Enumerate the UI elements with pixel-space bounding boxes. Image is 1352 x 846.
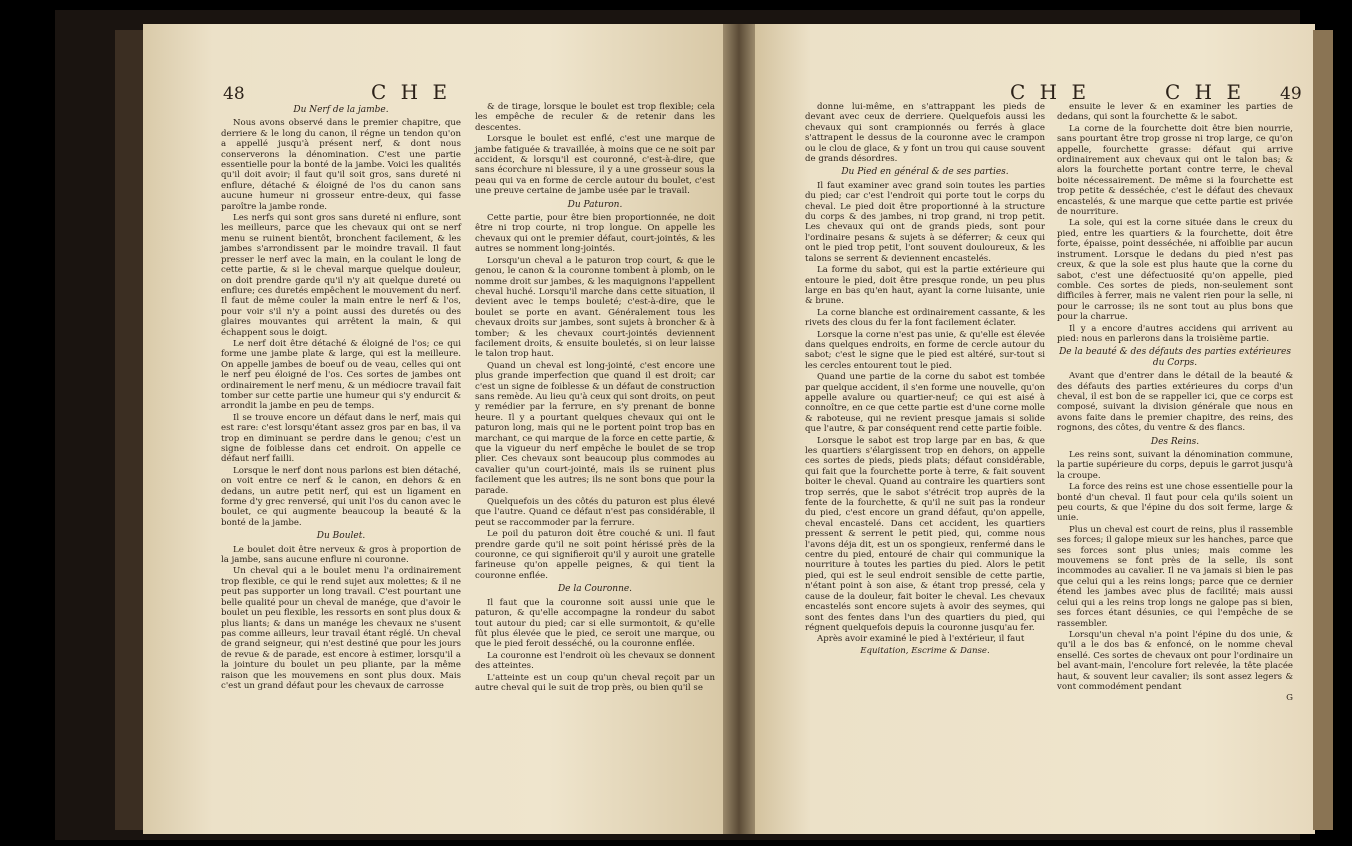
- text-column-1: [805, 102, 1045, 657]
- paragraph: Avant que d'entrer dans le détail de la beauté & des défauts des parties extérieures du corps d'un cheval, il est bon de se rappeller ici, que ce corps est composé, suivant la division générale que nous en avons faite dans le premier chapitre, des reins, des rognons, des côtes, du ventre & des flancs.: [1057, 371, 1293, 434]
- running-header: C H E: [1010, 80, 1091, 104]
- page-number: 49: [1280, 84, 1302, 104]
- paragraph: Lorsque la corne n'est pas unie, & qu'elle est élevée dans quelques endroits, en forme de cercle autour du sabot; c'est le signe que le pied est altéré, sur-tout si les cercles entourent tout le pied.: [805, 329, 1045, 371]
- paragraph: La force des reins est une chose essentielle pour la bonté d'un cheval. Il faut pour cela qu'ils soient un peu courts, & que l'épine du dos soit ferme, large & unie.: [1057, 482, 1293, 524]
- paragraph: Les nerfs qui sont gros sans dureté ni enflure, sont les meilleurs, parce que les chevaux qui ont se nerf menu se ruinent bientôt, bronchent facilement, & les jambes s'arrondissent par le moindre travail. Il faut presser le nerf avec la main, en la coulant le long de cette partie, & si le cheval marque quelque douleur, on doit prendre garde qu'il n'y ait quelque dureté ou enflure; ces duretés empêchent le mouvement du nerf. Il faut de même couler la main entre le nerf & l'os, pour voir s'il n'y a point aussi des duretés ou des glaires mouvantes qui arrêtent la main, & qui échappent sous le doigt.: [221, 213, 461, 338]
- section-heading: Du Boulet.: [316, 531, 366, 542]
- paragraph: Après avoir examiné le pied à l'extérieur, il faut: [817, 634, 1025, 645]
- right-page: [755, 24, 1315, 834]
- paragraph: Quand une partie de la corne du sabot est tombée par quelque accident, il s'en forme une nouvelle, qu'on appelle avalure ou quartier-neuf; ce qui est aisé à connoître, en ce que cette partie est d'une corne molle & raboteuse, qui ne revient presque jamais si solide que l'autre, & par conséquent rend cette partie foible.: [805, 372, 1045, 435]
- paragraph: Lorsque le nerf dont nous parlons est bien détaché, on voit entre ce nerf & le canon, en dehors & en dedans, un autre petit nerf, qui est un ligament en forme d'y grec renversé, qui unit l'os du canon avec le boulet, ce qui augmente beaucoup la beauté & la bonté de la jambe.: [221, 465, 461, 528]
- section-heading: Du Paturon.: [567, 199, 623, 210]
- paragraph: Cette partie, pour être bien proportionnée, ne doit être ni trop courte, ni trop longue. On appelle les chevaux qui ont le premier défaut, court-jointés, & les autres se nomment long-jointés.: [475, 213, 715, 255]
- running-header-right: C H E: [1165, 80, 1246, 104]
- paragraph: La corne de la fourchette doit être bien nourrie, sans pourtant être trop grosse ni trop large, ce qu'on appelle, fourchette grasse: défaut qui arrive ordinairement aux chevaux qui ont le talon bas; & alors la fourchette portant contre terre, le cheval boite nécessairement. De même si la fourchette est trop petite & desséchée, c'est le défaut des chevaux encastelés, & une marque que cette partie est privée de nourriture.: [1057, 123, 1293, 218]
- left-page: [143, 24, 723, 834]
- paragraph: Il y a encore d'autres accidens qui arrivent au pied: nous en parlerons dans la troisième partie.: [1057, 323, 1293, 344]
- book-cover-right: [1313, 30, 1333, 830]
- paragraph: donne lui-même, en s'attrappant les pieds de devant avec ceux de derriere. Quelquefois aussi les chevaux qui sont crampionnés ou ferrés à glace s'attrapent le dessus de la couronne avec le crampon ou le clou de glace, & y font un trou qui cause souvent de grands désordres.: [805, 102, 1045, 165]
- section-heading: De la Couronne.: [557, 584, 633, 595]
- open-book: [55, 10, 1300, 840]
- running-header: C H E: [371, 80, 452, 104]
- paragraph: Il se trouve encore un défaut dans le nerf, mais qui est rare: c'est lorsqu'étant assez gros par en bas, il va trop en diminuant se perdre dans le genou; c'est un signe de foiblesse dans cet endroit. On appelle ce défaut nerf failli.: [221, 412, 461, 465]
- paragraph: Lorsque le boulet est enflé, c'est une marque de jambe fatiguée & travaillée, à moins que ce ne soit par accident, & lorsqu'il est couronné, c'est-à-dire, que sans écorchure ni blessure, il y a une grosseur sous la peau qui va en forme de cercle autour du boulet, c'est une preuve certaine de jambe usée par le travail.: [475, 134, 715, 197]
- volume-signature: Equitation, Escrime & Danse.: [860, 645, 990, 656]
- section-heading: Des Reins.: [1150, 436, 1200, 447]
- book-cover-left: [115, 30, 145, 830]
- paragraph: Plus un cheval est court de reins, plus il rassemble ses forces; il galope mieux sur les hanches, parce que ses forces sont plus unies; mais comme les mouvemens se font près de la selle, ils sont incommodes au cavalier. Il ne va jamais si bien le pas que celui qui a les reins longs; parce que ce dernier étend les jambes avec plus de facilité; mais aussi celui qui a les reins trop longs ne galope pas si bien, ses forces étant désunies, ce qui l'empêche de se rassembler.: [1057, 524, 1293, 629]
- page-number: 48: [223, 84, 245, 104]
- text-column-2: [1057, 102, 1293, 705]
- text-column-2: [475, 102, 715, 694]
- paragraph: Un cheval qui a le boulet menu l'a ordinairement trop flexible, ce qui le rend sujet aux molettes; & il ne peut pas supporter un long travail. C'est pourtant une belle qualité pour un cheval de manége, que d'avoir le boulet un peu flexible, les ressorts en sont plus doux & plus liants; & dans un manége les chevaux ne s'usent pas comme ailleurs, leur travail étant réglé. Un cheval de grand seigneur, qui n'est destiné que pour les jours de revue & de parade, est encore à estimer, lorsqu'il a la jointure du boulet un peu pliante, par la même raison que les mouvemens en sont plus doux. Mais c'est un grand défaut pour les chevaux de carrosse: [221, 566, 461, 691]
- paragraph: & de tirage, lorsque le boulet est trop flexible; cela les empêche de reculer & de retenir dans les descentes.: [475, 102, 715, 133]
- paragraph: Nous avons observé dans le premier chapitre, que derriere & le long du canon, il régne un tendon qu'on a appellé jusqu'à présent nerf, & dont nous conserverons la dénomination. C'est une partie essentielle pour la bonté de la jambe. Voici les qualités qu'il doit avoir; il faut qu'il soit gros, sans dureté ni enflure, détaché & éloigné de l'os du canon sans aucune humeur ni grosseur entre-deux, qui fasse paroître la jambe ronde.: [221, 118, 461, 212]
- paragraph: Lorsqu'un cheval n'a point l'épine du dos unie, & qu'il a le dos bas & enfoncé, on le nomme cheval ensellé. Ces sortes de chevaux ont pour l'ordinaire un bel avant-main, l'encolure fort relevée, la tête placée haut, & souvent leur cavalier; ils sont assez legers & vont commodément pendant: [1057, 629, 1293, 692]
- paragraph: Les reins sont, suivant la dénomination commune, la partie supérieure du corps, depuis le garrot jusqu'à la croupe.: [1057, 450, 1293, 481]
- paragraph: La forme du sabot, qui est la partie extérieure qui entoure le pied, doit être presque ronde, un peu plus large en bas qu'en haut, ayant la corne luisante, unie & brune.: [805, 265, 1045, 307]
- section-heading: Du Pied en général & de ses parties.: [841, 167, 1009, 178]
- paragraph: Le boulet doit être nerveux & gros à proportion de la jambe, sans aucune enflure ni couronne.: [221, 544, 461, 566]
- paragraph: ensuite le lever & en examiner les parties de dedans, qui sont la fourchette & le sabot.: [1057, 102, 1293, 123]
- catchword: G: [1286, 693, 1293, 704]
- paragraph: La couronne est l'endroit où les chevaux se donnent des atteintes.: [475, 650, 715, 672]
- section-heading: De la beauté & des défauts des parties extérieures du Corps.: [1059, 347, 1291, 368]
- paragraph: Quelquefois un des côtés du paturon est plus élevé que l'autre. Quand ce défaut n'est pas considérable, il peut se raccommoder par la ferrure.: [475, 497, 715, 528]
- paragraph: Il faut que la couronne soit aussi unie que le paturon, & qu'elle accompagne la rondeur du sabot tout autour du pied; car si elle surmontoit, & qu'elle fût plus élevée que le pied, ce seroit une marque, ou que le pied feroit desséché, ou la couronne enflée.: [475, 597, 715, 650]
- paragraph: Le poil du paturon doit être couché & uni. Il faut prendre garde qu'il ne soit point hérissé près de la couronne, ce qui signifieroit qu'il y auroit une gratelle farineuse qu'on appelle peignes, & qui tient la couronne enflée.: [475, 529, 715, 581]
- paragraph: Il faut examiner avec grand soin toutes les parties du pied; car c'est l'endroit qui porte tout le corps du cheval. Le pied doit être proportionné à la structure du corps & des jambes, ni trop grand, ni trop petit. Les chevaux qui ont de grands pieds, sont pour l'ordinaire pesans & sujets à se déferrer; & ceux qui ont le pied trop petit, l'ont souvent douloureux, & les talons se serrent & deviennent encastelés.: [805, 180, 1045, 264]
- paragraph: L'atteinte est un coup qu'un cheval reçoit par un autre cheval qui le suit de trop près, ou bien qu'il se: [475, 672, 715, 693]
- text-column-1: [221, 102, 461, 692]
- paragraph: La corne blanche est ordinairement cassante, & les rivets des clous du fer la font facilement éclater.: [805, 307, 1045, 329]
- paragraph: Lorsqu'un cheval a le paturon trop court, & que le genou, le canon & la couronne tombent à plomb, on le nomme droit sur jambes, & les maquignons l'appellent cheval huché. Lorsqu'il marche dans cette situation, il devient avec le temps bouleté; c'est-à-dire, que le boulet se porte en avant. Généralement tous les chevaux droits sur jambes, sont sujets à broncher & à tomber; & les chevaux court-jointés deviennent facilement droits, & ensuite bouletés, si on leur laisse le talon trop haut.: [475, 255, 715, 360]
- paragraph: La sole, qui est la corne située dans le creux du pied, entre les quartiers & la fourchette, doit être forte, épaisse, point desséchée, ni affoiblie par aucun instrument. Lorsque le dedans du pied n'est pas creux, & que la sole est plus haute que la corne du sabot, c'est une défectuosité qu'on appelle, pied comble. Ces sortes de pieds, non-seulement sont difficiles à ferrer, mais ne valent rien pour la selle, ni pour le carrosse; ils ne sont tout au plus bons que pour la charrue.: [1057, 218, 1293, 323]
- book-gutter: [723, 24, 755, 834]
- paragraph: Le nerf doit être détaché & éloigné de l'os; ce qui forme une jambe plate & large, qui est la meilleure. On appelle jambes de boeuf ou de veau, celles qui ont le nerf peu éloigné de l'os. Ces sortes de jambes ont ordinairement le nerf menu, & un médiocre travail fait tomber sur cette partie une humeur qui s'y endurcit & arrondit la jambe en peu de temps.: [221, 338, 461, 412]
- paragraph: Lorsque le sabot est trop large par en bas, & que les quartiers s'élargissent trop en dehors, on appelle ces sortes de pieds, pieds plats; défaut considérable, qui fait que la fourchette porte à terre, & fait souvent boiter le cheval. Quand au contraire les quartiers sont trop serrés, que le sabot s'étrécit trop auprès de la fente de la fourchette, & qu'il ne suit pas la rondeur du pied, c'est encore un grand défaut, qu'on appelle, cheval encastelé. Dans cet accident, les quartiers pressent & serrent le petit pied, qui, comme nous l'avons déja dit, est un os spongieux, renfermé dans le centre du pied, entouré de chair qui communique la nourriture à toutes les parties du pied. Alors le petit pied, qui est le seul endroit sensible de cette partie, n'étant point à son aise, & étant trop pressé, cela y cause de la douleur, fait boiter le cheval. Les chevaux encastelés sont encore sujets à avoir des seymes, qui sont des fentes dans l'un des quartiers du pied, qui régnent quelquefois depuis la couronne jusqu'au fer.: [805, 435, 1045, 633]
- section-heading: Du Nerf de la jambe.: [293, 105, 389, 115]
- paragraph: Quand un cheval est long-jointé, c'est encore une plus grande imperfection que quand il est droit; car c'est un signe de foiblesse & un défaut de construction sans remède. Au lieu qu'à ceux qui sont droits, on peut y remédier par la ferrure, en s'y prenant de bonne heure. Il y a pourtant quelques chevaux qui ont le paturon long, mais qui ne le portent point trop bas en marchant, ce qui marque de la force en cette partie, & que la vigueur du nerf empêche le boulet de se trop plier. Ces chevaux sont beaucoup plus commodes au cavalier qu'un court-jointé, mais ils se ruinent plus facilement que les autres; ils ne sont bons que pour la parade.: [475, 360, 715, 496]
